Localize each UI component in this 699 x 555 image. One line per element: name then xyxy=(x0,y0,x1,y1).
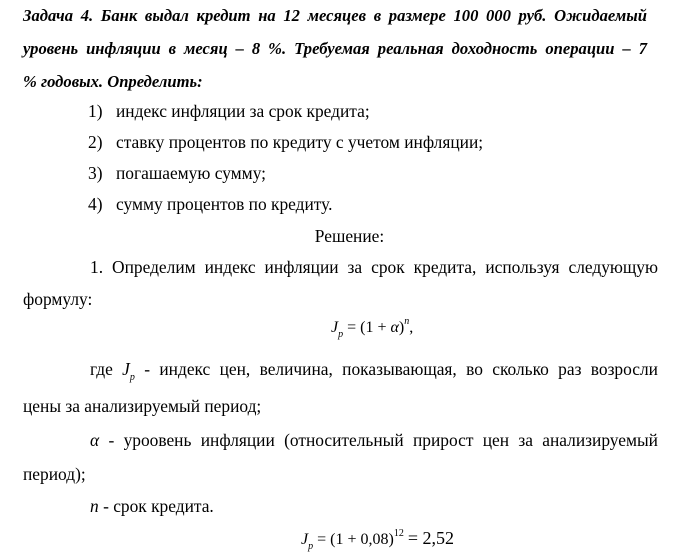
definition-alpha-continued: период); xyxy=(23,464,86,484)
formula-close: ) xyxy=(398,319,405,336)
formula-alpha: α xyxy=(390,319,399,336)
task-line-3: % годовых. Определить: xyxy=(23,72,203,91)
definition-jp-continued: цены за анализируемый период; xyxy=(23,396,262,416)
definition-n xyxy=(90,496,214,516)
definition-alpha xyxy=(90,430,658,450)
list-item-number: 2) xyxy=(88,132,103,152)
task-line-2: уровень инфляции в месяц – 8 %. Требуемая реальная доходность операции – 7 xyxy=(23,39,647,58)
solution-heading: Решение: xyxy=(314,226,385,246)
list-item xyxy=(88,132,483,152)
formula-inflation-result xyxy=(301,528,454,552)
list-item-text: погашаемую сумму; xyxy=(116,163,266,183)
list-item-number: 3) xyxy=(88,163,103,183)
list-item-text: индекс инфляции за срок кредита; xyxy=(116,101,370,121)
formula-symbol: J xyxy=(301,531,309,548)
jp-subscript: p xyxy=(129,372,135,383)
list-item xyxy=(88,101,370,121)
list-item-number: 4) xyxy=(88,194,103,214)
definition-jp xyxy=(90,359,658,383)
definition-jp-text: - индекс цен, величина, показывающая, во сколько раз возросли xyxy=(144,359,658,379)
definition-n-text: - срок кредита. xyxy=(103,496,214,516)
formula-expression: = (1 + 0,08) xyxy=(317,531,394,548)
definition-alpha-text: - уроовень инфляции (относительный прирост цен за анализируемый xyxy=(108,430,658,450)
formula-symbol: J xyxy=(331,319,339,336)
list-item-text: ставку процентов по кредиту с учетом инфляции; xyxy=(116,132,484,152)
step1-line-2: формулу: xyxy=(23,289,93,309)
list-item-text: сумму процентов по кредиту. xyxy=(116,194,333,214)
formula-result: = 2,52 xyxy=(407,528,454,548)
formula-exponent: n xyxy=(404,316,410,327)
definition-prefix: где xyxy=(90,359,113,379)
list-item-number: 1) xyxy=(88,101,103,121)
formula-subscript: p xyxy=(338,329,344,340)
formula-expression: = (1 + xyxy=(347,319,387,336)
task-line-1: Задача 4. Банк выдал кредит на 12 месяцев в размере 100 000 руб. Ожидаемый xyxy=(23,6,647,25)
formula-trail: , xyxy=(409,319,414,336)
list-item xyxy=(88,194,332,214)
n-symbol: n xyxy=(90,496,99,516)
formula-subscript: p xyxy=(308,541,314,552)
formula-exponent: 12 xyxy=(393,528,404,539)
formula-inflation-index xyxy=(331,318,413,340)
jp-symbol: J xyxy=(122,359,130,379)
alpha-symbol: α xyxy=(90,430,100,450)
step1-line-1: 1. Определим индекс инфляции за срок кредита, используя следующую xyxy=(90,257,658,277)
list-item xyxy=(88,163,266,183)
